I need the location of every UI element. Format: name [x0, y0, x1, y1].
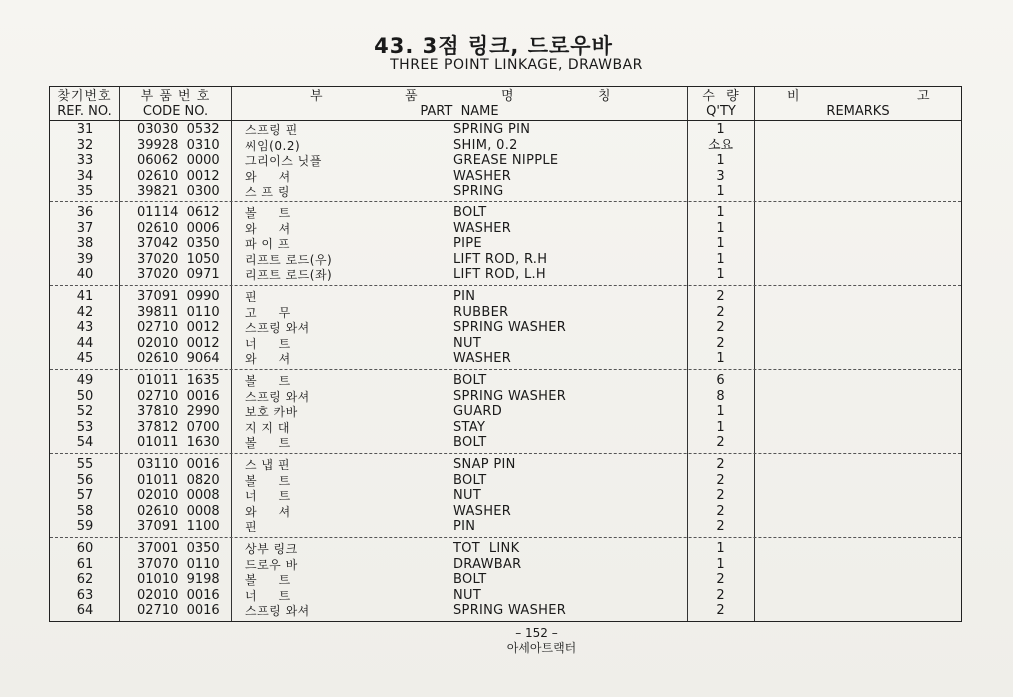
- table-row: [50, 457, 961, 473]
- qty-cell: 2: [716, 457, 725, 472]
- part-name-en-cell: PIN: [453, 519, 476, 535]
- group-separator: [50, 285, 961, 286]
- ref-cell: 50: [76, 388, 94, 404]
- code-cell: 37812 0700: [137, 419, 220, 435]
- part-name-ko-cell: 볼 트: [245, 206, 291, 220]
- code-cell: 01011 0820: [137, 472, 220, 488]
- part-name-ko-cell: 핀: [245, 290, 258, 304]
- part-name-ko-cell: 스프링 와셔: [245, 389, 310, 404]
- ref-cell: 55: [76, 457, 94, 472]
- part-name-ko-cell: 파 이 프: [245, 237, 290, 252]
- header-remarks: [755, 89, 961, 119]
- part-name-ko-cell: 너 트: [245, 489, 291, 504]
- ref-cell: 41: [76, 289, 94, 304]
- code-cell: 02710 0016: [137, 388, 220, 404]
- code-cell: 06062 0000: [137, 153, 220, 169]
- code-cell: 03110 0016: [137, 457, 220, 472]
- part-name-en-cell: SPRING WASHER: [453, 388, 567, 404]
- qty-cell: 1: [716, 404, 725, 420]
- qty-cell: 1: [716, 556, 725, 572]
- part-name-en-cell: BOLT: [453, 572, 487, 588]
- part-name-ko-cell: 고 무: [245, 305, 291, 320]
- code-cell: 03030 0532: [137, 122, 220, 137]
- code-cell: 37020 0971: [137, 267, 220, 283]
- table-row: [50, 541, 961, 557]
- part-name-en-cell: NUT: [453, 335, 482, 351]
- qty-cell: 1: [716, 122, 725, 137]
- header-name-ko-4: 칭: [598, 89, 611, 104]
- ref-cell: 45: [76, 351, 94, 367]
- code-cell: 01010 9198: [137, 572, 220, 588]
- header-divider: [50, 120, 961, 121]
- table-row: [50, 153, 961, 169]
- part-name-ko-cell: 와 셔: [245, 352, 291, 367]
- part-name-en-cell: BOLT: [453, 373, 487, 388]
- qty-cell: 1: [716, 251, 725, 267]
- qty-cell: 2: [716, 289, 725, 304]
- header-qty-ko: 수 량: [702, 89, 740, 104]
- table-row: [50, 588, 961, 604]
- table-row: [50, 205, 961, 221]
- ref-cell: 36: [76, 205, 94, 220]
- ref-cell: 59: [76, 519, 94, 535]
- header-ref: [50, 89, 119, 119]
- table-row: [50, 221, 961, 237]
- code-cell: 37091 1100: [137, 519, 220, 535]
- part-name-ko-cell: 스프링 와셔: [245, 604, 310, 619]
- table-row: [50, 603, 961, 619]
- ref-cell: 42: [76, 304, 94, 320]
- ref-cell: 43: [76, 320, 94, 336]
- qty-cell: 소요: [707, 137, 734, 153]
- ref-cell: 58: [76, 503, 94, 519]
- part-name-ko-cell: 볼 트: [245, 374, 291, 388]
- part-name-ko-cell: 와 셔: [245, 504, 291, 519]
- part-name-en-cell: LIFT ROD, R.H: [453, 251, 548, 267]
- part-name-ko-cell: 스 냅 핀: [245, 458, 290, 472]
- part-name-en-cell: BOLT: [453, 472, 487, 488]
- table-row: [50, 252, 961, 268]
- qty-cell: 2: [716, 335, 725, 351]
- ref-cell: 33: [76, 153, 94, 169]
- ref-cell: 38: [76, 236, 94, 252]
- code-cell: 02610 0012: [137, 168, 220, 184]
- qty-cell: 2: [716, 488, 725, 504]
- qty-cell: 3: [716, 168, 725, 184]
- ref-cell: 53: [76, 419, 94, 435]
- table-row: [50, 351, 961, 367]
- header-remarks-ko-left: 비: [787, 89, 800, 104]
- part-name-en-cell: SPRING: [453, 184, 504, 200]
- header-code-en: CODE NO.: [142, 104, 209, 119]
- part-name-en-cell: STAY: [453, 419, 486, 435]
- part-name-ko-cell: 드로우 바: [245, 557, 298, 572]
- table-row: [50, 305, 961, 321]
- part-name-ko-cell: 리프트 로드(우): [245, 252, 333, 267]
- qty-cell: 2: [716, 503, 725, 519]
- table-row: [50, 138, 961, 154]
- part-name-ko-cell: 와 셔: [245, 221, 291, 236]
- ref-cell: 54: [76, 435, 94, 451]
- part-name-ko-cell: 볼 트: [245, 573, 291, 588]
- table-row: [50, 572, 961, 588]
- part-name-ko-cell: 너 트: [245, 588, 291, 603]
- code-cell: 01011 1630: [137, 435, 220, 451]
- header-code-ko: 부 품 번 호: [140, 89, 211, 104]
- code-cell: 02710 0016: [137, 603, 220, 619]
- ref-cell: 32: [76, 137, 94, 153]
- table-row: [50, 169, 961, 185]
- part-name-ko-cell: 핀: [245, 520, 258, 535]
- ref-cell: 31: [76, 122, 94, 137]
- qty-cell: 2: [716, 587, 725, 603]
- brand-name: 아세아트랙터: [506, 641, 577, 655]
- qty-cell: 1: [716, 184, 725, 200]
- page-number: – 152 –: [515, 626, 558, 640]
- qty-cell: 6: [716, 373, 725, 388]
- part-name-en-cell: SPRING WASHER: [453, 603, 567, 619]
- group-separator: [50, 453, 961, 454]
- qty-cell: 2: [716, 320, 725, 336]
- table-row: [50, 122, 961, 138]
- code-cell: 01114 0612: [137, 205, 220, 220]
- code-cell: 02010 0012: [137, 335, 220, 351]
- header-remarks-ko-right: 고: [917, 89, 930, 104]
- group-separator: [50, 537, 961, 538]
- ref-cell: 56: [76, 472, 94, 488]
- part-name-en-cell: WASHER: [453, 168, 512, 184]
- qty-cell: 1: [716, 351, 725, 367]
- ref-cell: 40: [76, 267, 94, 283]
- header-qty: [688, 89, 754, 119]
- ref-cell: 37: [76, 220, 94, 236]
- part-name-en-cell: GREASE NIPPLE: [453, 153, 559, 169]
- part-name-ko-cell: 지 지 대: [245, 420, 290, 435]
- qty-cell: 1: [716, 205, 725, 220]
- part-name-en-cell: RUBBER: [453, 304, 509, 320]
- code-cell: 37091 0990: [137, 289, 220, 304]
- header-name-ko-1: 부: [310, 89, 323, 104]
- code-cell: 02010 0008: [137, 488, 220, 504]
- table-row: [50, 267, 961, 283]
- qty-cell: 1: [716, 419, 725, 435]
- table-row: [50, 320, 961, 336]
- table-row: [50, 336, 961, 352]
- part-name-en-cell: PIN: [453, 289, 476, 304]
- part-name-en-cell: SPRING WASHER: [453, 320, 567, 336]
- qty-cell: 8: [716, 388, 725, 404]
- parts-table: [49, 86, 962, 622]
- part-name-ko-cell: 리프트 로드(좌): [245, 268, 333, 283]
- table-row: [50, 504, 961, 520]
- table-row: [50, 420, 961, 436]
- ref-cell: 35: [76, 184, 94, 200]
- code-cell: 02710 0012: [137, 320, 220, 336]
- table-row: [50, 519, 961, 535]
- header-ref-ko: 찾기번호: [57, 89, 112, 104]
- group-separator: [50, 369, 961, 370]
- code-cell: 37070 0110: [137, 556, 220, 572]
- code-cell: 01011 1635: [137, 373, 220, 388]
- code-cell: 02010 0016: [137, 587, 220, 603]
- part-name-en-cell: GUARD: [453, 404, 503, 420]
- qty-cell: 2: [716, 435, 725, 451]
- code-cell: 02610 0006: [137, 220, 220, 236]
- table-row: [50, 473, 961, 489]
- part-name-en-cell: BOLT: [453, 205, 487, 220]
- header-remarks-en: REMARKS: [826, 104, 890, 119]
- ref-cell: 63: [76, 587, 94, 603]
- qty-cell: 1: [716, 220, 725, 236]
- part-name-ko-cell: 와 셔: [245, 169, 291, 184]
- table-row: [50, 289, 961, 305]
- group-separator: [50, 201, 961, 202]
- code-cell: 37042 0350: [137, 236, 220, 252]
- ref-cell: 44: [76, 335, 94, 351]
- part-name-ko-cell: 그리이스 닛플: [245, 154, 322, 169]
- part-name-ko-cell: 스프링 와셔: [245, 321, 310, 336]
- ref-cell: 39: [76, 251, 94, 267]
- qty-cell: 2: [716, 472, 725, 488]
- qty-cell: 1: [716, 153, 725, 169]
- code-cell: 02610 9064: [137, 351, 220, 367]
- table-row: [50, 373, 961, 389]
- table-row: [50, 404, 961, 420]
- part-name-ko-cell: 보호 카바: [245, 405, 298, 420]
- table-row: [50, 236, 961, 252]
- ref-cell: 62: [76, 572, 94, 588]
- page-title-english: THREE POINT LINKAGE, DRAWBAR: [390, 57, 643, 73]
- part-name-en-cell: WASHER: [453, 503, 512, 519]
- qty-cell: 1: [716, 236, 725, 252]
- table-row: [50, 435, 961, 451]
- header-name-ko-2: 품: [405, 89, 418, 104]
- part-name-en-cell: DRAWBAR: [453, 556, 522, 572]
- page-title-korean: 43. 3점 링크, 드로우바: [374, 34, 613, 58]
- part-name-ko-cell: 상부 링크: [245, 542, 298, 556]
- qty-cell: 1: [716, 267, 725, 283]
- part-name-en-cell: PIPE: [453, 236, 482, 252]
- part-name-ko-cell: 볼 트: [245, 473, 291, 488]
- table-row: [50, 389, 961, 405]
- code-cell: 39928 0310: [137, 137, 220, 153]
- code-cell: 37020 1050: [137, 251, 220, 267]
- ref-cell: 52: [76, 404, 94, 420]
- part-name-en-cell: SPRING PIN: [453, 122, 531, 137]
- part-name-en-cell: WASHER: [453, 351, 512, 367]
- part-name-en-cell: NUT: [453, 488, 482, 504]
- ref-cell: 61: [76, 556, 94, 572]
- part-name-en-cell: SNAP PIN: [453, 457, 516, 472]
- ref-cell: 34: [76, 168, 94, 184]
- header-part-name: [232, 89, 687, 119]
- header-name-en: PART NAME: [420, 104, 499, 119]
- part-name-ko-cell: 볼 트: [245, 436, 291, 451]
- header-name-ko-3: 명: [501, 89, 514, 104]
- qty-cell: 2: [716, 572, 725, 588]
- part-name-en-cell: LIFT ROD, L.H: [453, 267, 546, 283]
- part-name-en-cell: TOT LINK: [453, 541, 520, 556]
- part-name-ko-cell: 스 프 링: [245, 185, 290, 200]
- part-name-en-cell: WASHER: [453, 220, 512, 236]
- ref-cell: 64: [76, 603, 94, 619]
- ref-cell: 49: [76, 373, 94, 388]
- header-code: [120, 89, 231, 119]
- qty-cell: 2: [716, 519, 725, 535]
- table-row: [50, 557, 961, 573]
- part-name-ko-cell: 너 트: [245, 336, 291, 351]
- part-name-ko-cell: 스프링 핀: [245, 123, 298, 137]
- part-name-en-cell: NUT: [453, 587, 482, 603]
- part-name-en-cell: SHIM, 0.2: [453, 137, 518, 153]
- ref-cell: 60: [76, 541, 94, 556]
- part-name-en-cell: BOLT: [453, 435, 487, 451]
- qty-cell: 2: [716, 603, 725, 619]
- code-cell: 39821 0300: [137, 184, 220, 200]
- code-cell: 37810 2990: [137, 404, 220, 420]
- header-qty-en: Q'TY: [706, 104, 736, 119]
- table-row: [50, 184, 961, 200]
- code-cell: 37001 0350: [137, 541, 220, 556]
- header-ref-en: REF. NO.: [57, 104, 112, 119]
- ref-cell: 57: [76, 488, 94, 504]
- part-name-ko-cell: 씨임(0.2): [245, 138, 301, 153]
- table-row: [50, 488, 961, 504]
- code-cell: 39811 0110: [137, 304, 220, 320]
- qty-cell: 1: [716, 541, 725, 556]
- qty-cell: 2: [716, 304, 725, 320]
- code-cell: 02610 0008: [137, 503, 220, 519]
